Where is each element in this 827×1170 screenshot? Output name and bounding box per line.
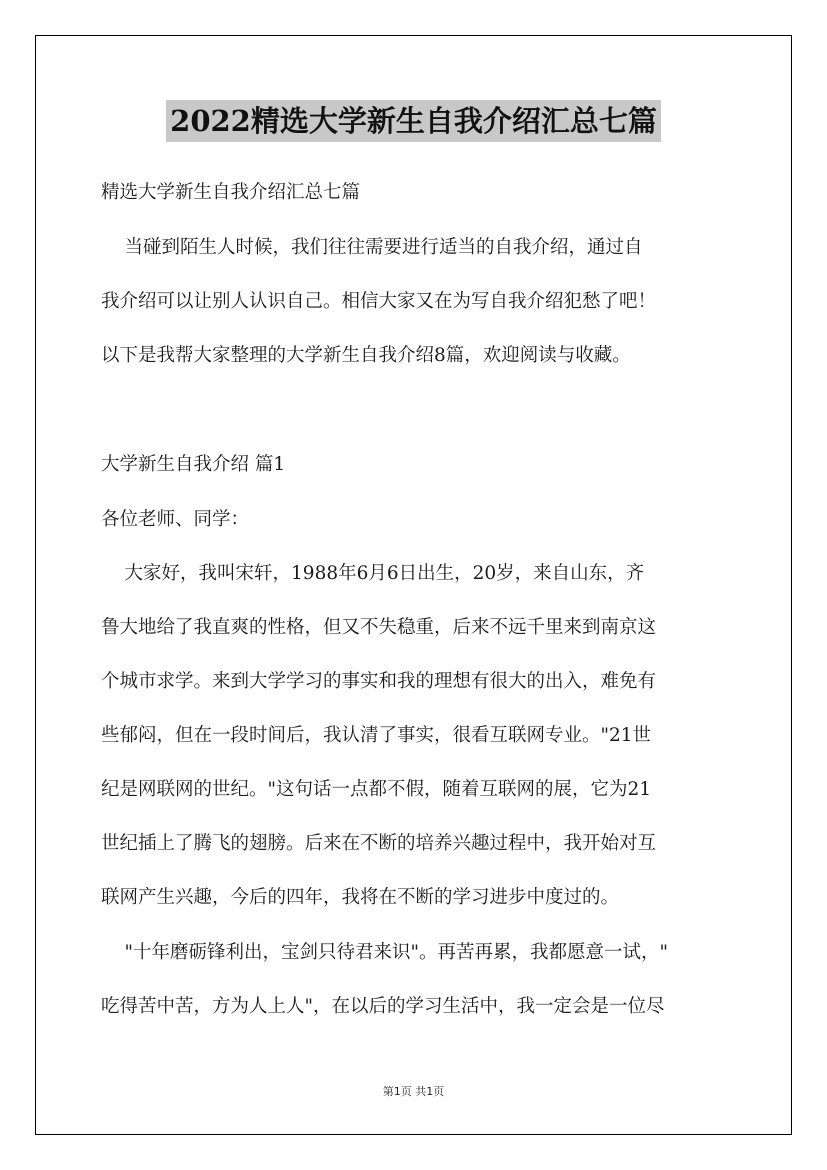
paragraph-line: 联网产生兴趣，今后的四年，我将在不断的学习进步中度过的。	[101, 887, 620, 908]
paragraph-line: 纪是网联网的世纪。"这句话一点都不假，随着互联网的展，它为21	[101, 779, 652, 800]
subtitle-line: 精选大学新生自我介绍汇总七篇	[101, 182, 361, 203]
section-heading: 大学新生自我介绍 篇1	[101, 454, 286, 475]
paragraph-line: 当碰到陌生人时候，我们往往需要进行适当的自我介绍，通过自	[101, 237, 643, 258]
paragraph-line: 吃得苦中苦，方为人上人"，在以后的学习生活中，我一定会是一位尽	[101, 996, 665, 1017]
page-number-footer: 第1页 共1页	[382, 1085, 445, 1098]
paragraph-line: 以下是我帮大家整理的大学新生自我介绍8篇，欢迎阅读与收藏。	[101, 345, 631, 366]
paragraph-line: 世纪插上了腾飞的翅膀。后来在不断的培养兴趣过程中，我开始对互	[101, 833, 657, 854]
paragraph-line: 些郁闷，但在一段时间后，我认清了事实，很看互联网专业。"21世	[101, 725, 652, 746]
paragraph-line: "十年磨砺锋利出，宝剑只待君来识"。再苦再累，我都愿意一试，"	[101, 942, 669, 963]
document-title: 2022精选大学新生自我介绍汇总七篇	[166, 100, 661, 142]
paragraph-line: 大家好，我叫宋轩，1988年6月6日出生，20岁，来自山东，齐	[101, 563, 645, 584]
paragraph-line: 我介绍可以让别人认识自己。相信大家又在为写自我介绍犯愁了吧！	[101, 291, 657, 312]
paragraph-line: 个城市求学。来到大学学习的事实和我的理想有很大的出入，难免有	[101, 671, 657, 692]
paragraph-line: 鲁大地给了我直爽的性格，但又不失稳重，后来不远千里来到南京这	[101, 617, 657, 638]
title-container	[0, 100, 827, 142]
salutation-line: 各位老师、同学：	[101, 509, 250, 530]
